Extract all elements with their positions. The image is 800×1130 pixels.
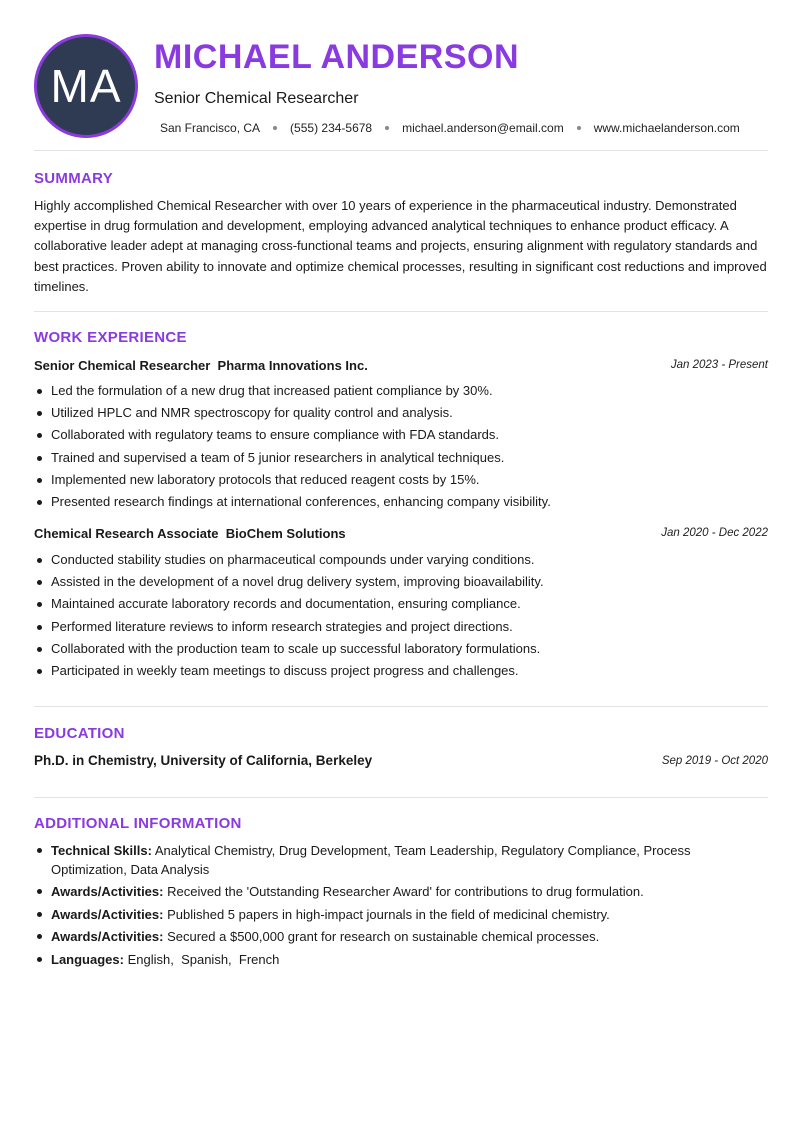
list-item: Collaborated with regulatory teams to ensure compliance with FDA standards. <box>34 424 768 446</box>
list-item <box>34 841 734 879</box>
list-item: Maintained accurate laboratory records and documentation, ensuring compliance. <box>34 593 768 615</box>
job-role: Chemical Research Associate <box>34 526 219 541</box>
separator-dot-icon <box>273 126 277 130</box>
separator-dot-icon <box>385 126 389 130</box>
info-text: Published 5 papers in high-impact journals in the field of medicinal chemistry. <box>167 906 610 922</box>
info-label: Awards/Activities: <box>51 884 164 900</box>
job-bullets <box>34 380 768 513</box>
list-item: Led the formulation of a new drug that increased patient compliance by 30%. <box>34 380 768 402</box>
list-item: Trained and supervised a team of 5 junior researchers in analytical techniques. <box>34 447 768 469</box>
section-divider <box>34 150 768 151</box>
info-label: Awards/Activities: <box>51 929 164 945</box>
education-entry <box>34 753 768 773</box>
job-dates: Jan 2020 - Dec 2022 <box>661 527 768 539</box>
separator-dot-icon <box>577 126 581 130</box>
list-item: Conducted stability studies on pharmaceutical compounds under varying conditions. <box>34 549 768 571</box>
candidate-name: MICHAEL ANDERSON <box>154 38 520 76</box>
education-heading: EDUCATION <box>34 725 125 742</box>
info-label: Languages: <box>51 952 124 968</box>
list-item: Presented research findings at international conferences, enhancing company visibility. <box>34 491 768 513</box>
section-divider <box>34 797 768 798</box>
additional-list <box>34 841 768 973</box>
list-item <box>34 905 768 924</box>
list-item: Participated in weekly team meetings to discuss project progress and challenges. <box>34 660 768 682</box>
contact-location: San Francisco, CA <box>160 121 261 135</box>
list-item: Assisted in the development of a novel drug delivery system, improving bioavailability. <box>34 571 768 593</box>
list-item <box>34 950 768 969</box>
job-company: Pharma Innovations Inc. <box>217 358 368 373</box>
list-item: Performed literature reviews to inform research strategies and project directions. <box>34 616 768 638</box>
job-header <box>34 526 768 544</box>
resume-header <box>34 34 768 138</box>
info-label: Awards/Activities: <box>51 906 164 922</box>
list-item: Utilized HPLC and NMR spectroscopy for quality control and analysis. <box>34 402 768 424</box>
job-bullets <box>34 549 768 682</box>
section-divider <box>34 706 768 707</box>
info-text: Secured a $500,000 grant for research on sustainable chemical processes. <box>167 929 600 945</box>
job-role-company <box>34 358 368 373</box>
list-item <box>34 927 768 946</box>
experience-heading: WORK EXPERIENCE <box>34 329 187 346</box>
education-dates: Sep 2019 - Oct 2020 <box>661 755 768 767</box>
info-text: Analytical Chemistry, Drug Development, Team Leadership, Regulatory Compliance, Process Optimization, Data Analysis <box>51 843 691 877</box>
job-dates: Jan 2023 - Present <box>670 359 768 371</box>
job-role: Senior Chemical Researcher <box>34 358 211 373</box>
avatar-initials: MA <box>50 60 122 112</box>
contact-phone: (555) 234-5678 <box>290 121 373 135</box>
candidate-title: Senior Chemical Researcher <box>154 90 359 107</box>
job-role-company <box>34 526 346 541</box>
summary-heading: SUMMARY <box>34 170 114 187</box>
contact-email[interactable]: michael.anderson@email.com <box>402 121 564 135</box>
job-header <box>34 358 768 376</box>
contact-website[interactable]: www.michaelanderson.com <box>593 121 740 135</box>
additional-heading: ADDITIONAL INFORMATION <box>34 815 242 832</box>
info-text: English, Spanish, French <box>127 952 280 968</box>
info-label: Technical Skills: <box>51 843 152 858</box>
list-item: Implemented new laboratory protocols that reduced reagent costs by 15%. <box>34 469 768 491</box>
job-company: BioChem Solutions <box>225 526 346 541</box>
section-divider <box>34 311 768 312</box>
list-item: Collaborated with the production team to scale up successful laboratory formulations. <box>34 638 768 660</box>
avatar <box>34 34 138 138</box>
education-degree: Ph.D. in Chemistry, University of California, Berkeley <box>34 753 373 768</box>
list-item <box>34 882 768 901</box>
summary-text: Highly accomplished Chemical Researcher with over 10 years of experience in the pharmaceutical industry. Demonstrated expertise in drug formulation and development, employing advanced analytical techniques to enhance product efficacy. A collaborative leader adept at managing cross-functional teams and projects, ensuring alignment with regulatory standards and best practices. Proven ability to innovate and optimize chemical processes, resulting in significant cost reductions and improved timelines. <box>34 198 767 294</box>
contact-line <box>160 121 740 135</box>
info-text: Received the 'Outstanding Researcher Award' for contributions to drug formulation. <box>167 884 644 900</box>
